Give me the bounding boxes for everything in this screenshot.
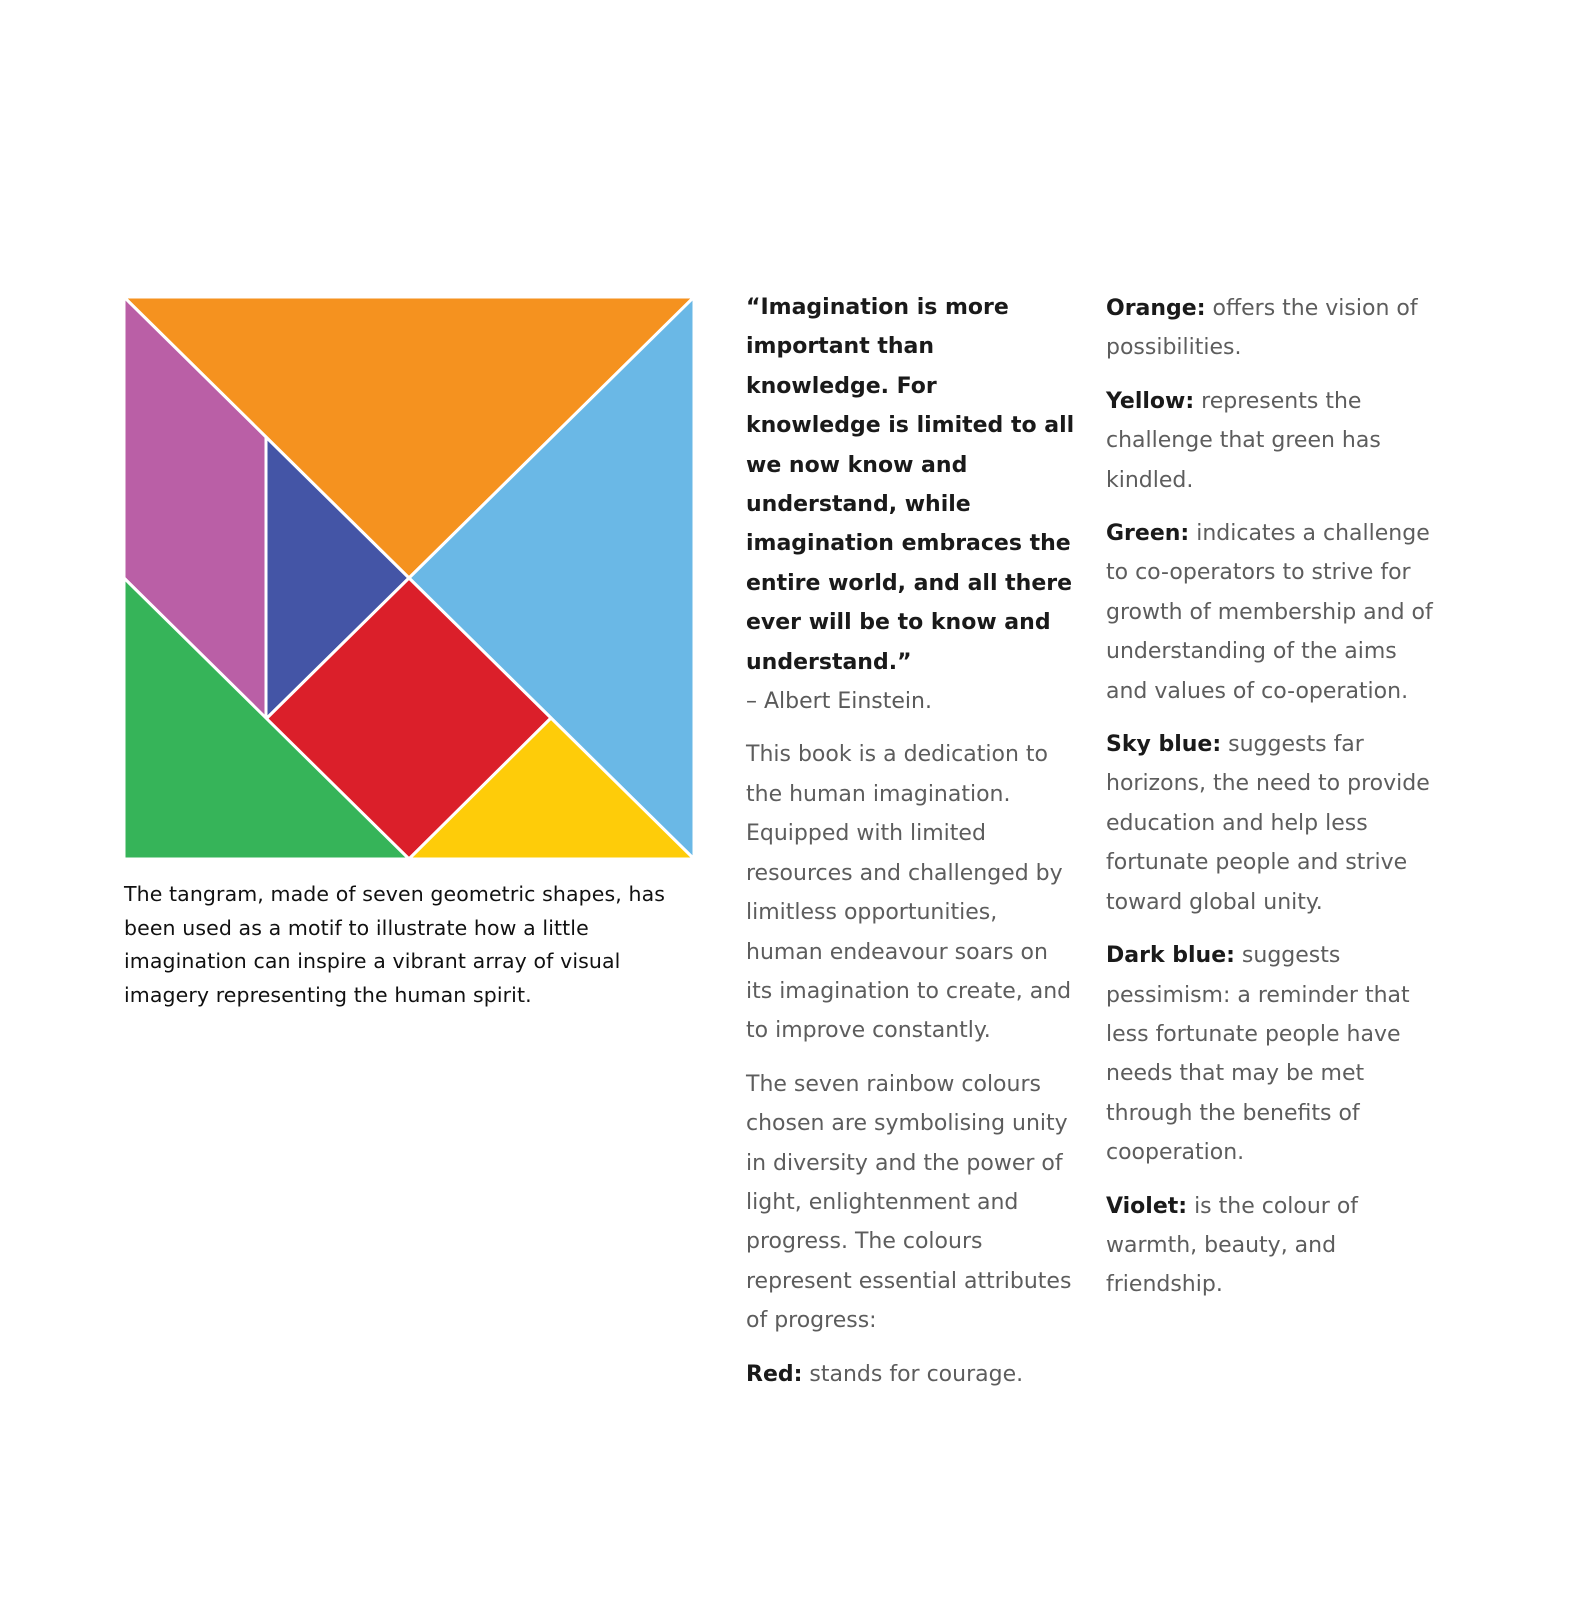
tangram-illustration [124,297,694,859]
colour-name: Yellow: [1106,388,1195,414]
dedication-paragraph: This book is a dedication to the human imagination. Equipped with limited resources and challenged by limitless opportunities, human endeavour soars on its imagination to create, and to improve constantly. [746,742,1072,1044]
colour-entry-red [746,1355,1076,1394]
quote-author: – Albert Einstein. [746,689,932,715]
text-column-middle [746,288,1076,1408]
colour-entry-yellow [1106,382,1436,500]
colour-name: Violet: [1106,1193,1188,1219]
colour-entry-orange [1106,289,1436,368]
text-column-right [1106,289,1436,1319]
colour-description: offers the vision of possibilities. [1106,296,1418,361]
colour-entry-green [1106,514,1436,711]
colour-description: represents the challenge that green has kindled. [1106,388,1381,493]
colour-description: indicates a challenge to co-operators to strive for growth of membership and of understanding of the aims and values of co-operation. [1106,521,1433,704]
tangram-caption: The tangram, made of seven geometric shapes, has been used as a motif to illustrate how a little imagination can inspire a vibrant array of visual imagery representing the human spirit. [124,882,666,1007]
colour-name: Orange: [1106,296,1206,321]
colour-description: is the colour of warmth, beauty, and friendship. [1106,1193,1359,1298]
colour-entry-dark-blue [1106,936,1436,1172]
colour-name: Dark blue: [1106,943,1235,969]
einstein-quote: “Imagination is more important than knowledge. For knowledge is limited to all we now know and understand, while imagination embraces the entire world, and all there ever will be to know and understand.” [746,295,1075,675]
colour-name: Green: [1106,521,1190,547]
colour-description: stands for courage. [802,1361,1024,1387]
colour-name: Red: [746,1361,803,1387]
colour-name: Sky blue: [1106,732,1222,758]
rainbow-paragraph: The seven rainbow colours chosen are symbolising unity in diversity and the power of light, enlightenment and progress. The colours represent essential attributes of progress: [746,1071,1072,1334]
colour-entry-violet [1106,1187,1436,1305]
colour-entry-sky-blue [1106,725,1436,922]
colour-description: suggests far horizons, the need to provide education and help less fortunate people and strive toward global unity. [1106,732,1430,915]
colour-description: suggests pessimism: a reminder that less fortunate people have needs that may be met through the benefits of cooperation. [1106,943,1410,1166]
